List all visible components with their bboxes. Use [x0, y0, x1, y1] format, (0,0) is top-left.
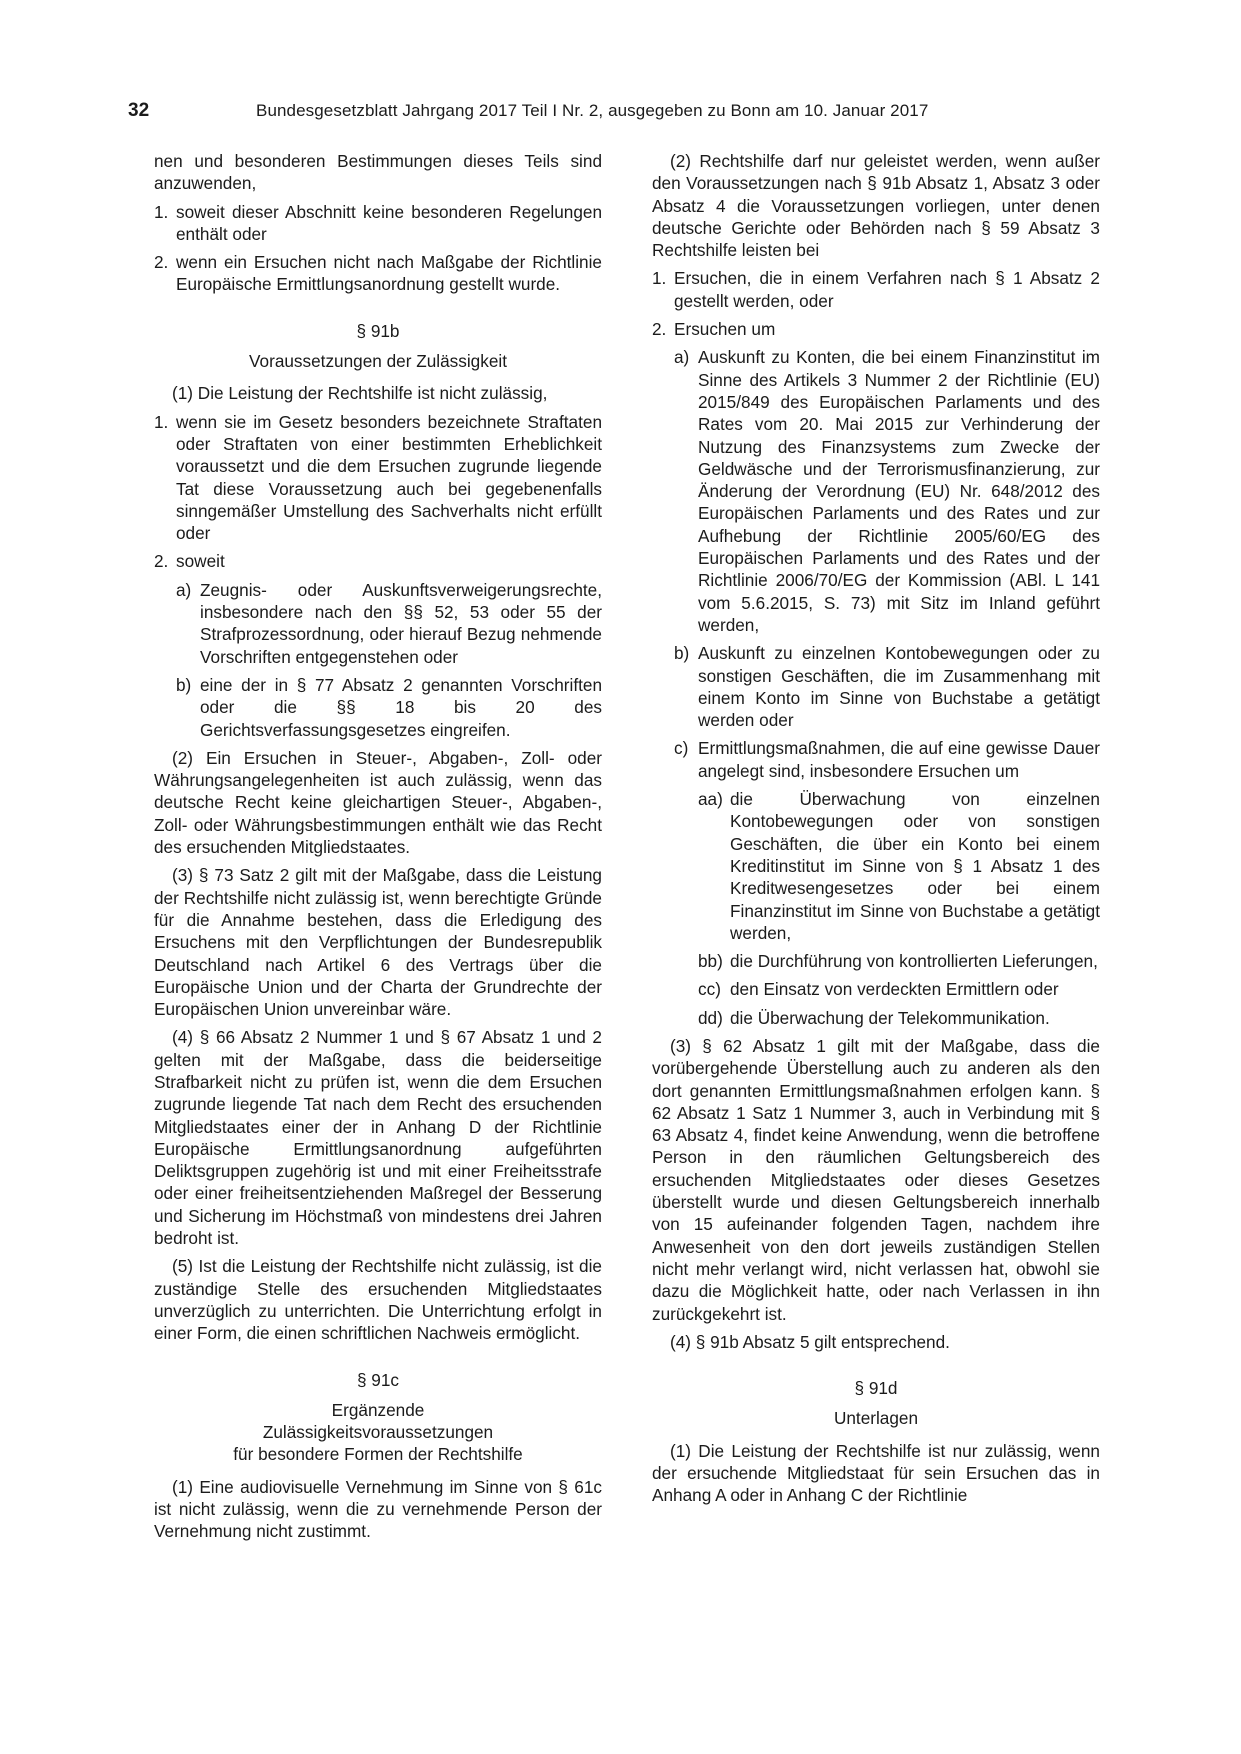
paragraph: (4) § 66 Absatz 2 Nummer 1 und § 67 Absatz 1 und 2 gelten mit der Maßgabe, dass die beiderseitige Strafbarkeit nicht zu prüfen ist, wenn die dem Ersuchen zugrunde liegende Tat nach dem Recht des ersuchenden Mitgliedstaates einer der in Anhang D der Richtlinie Europäische Ermittlungsanordnung aufgeführten Deliktsgruppen zugehörig ist und mit einer Freiheitsstrafe oder einer freiheitsentziehenden Maßregel der Besserung und Sicherung im Höchstmaß von mindestens drei Jahren bedroht ist.: [154, 1027, 602, 1249]
list-item: [154, 411, 602, 545]
sub-sub-item-text: die Überwachung von einzelnen Kontobewegungen oder von sonstigen Geschäften, die über ein Konto bei einem Kreditinstitut im Sinne von § 1 Absatz 1 des Kreditwesengesetzes oder bei einem Finanzinstitut im Sinne von Buchstabe a getätigt werden,: [730, 789, 1100, 943]
sub-sub-item-text: den Einsatz von verdeckten Ermittlern oder: [730, 979, 1059, 1000]
sub-item-label: a): [674, 347, 690, 368]
section-title-91c-line3: für besondere Formen der Rechtshilfe: [233, 1444, 523, 1465]
paragraph: (2) Ein Ersuchen in Steuer-, Abgaben-, Zoll- oder Währungsangelegenheiten ist auch zulässig, wenn das deutsche Recht keine gleichartigen Steuer-, Abgaben-, Zoll- oder Währungsbestimmungen enthält wie das Recht des ersuchenden Mitgliedstaates.: [154, 747, 602, 858]
section-title-91c-line1: Ergänzende: [331, 1399, 425, 1420]
paragraph: (2) Rechtshilfe darf nur geleistet werden, wenn außer den Voraussetzungen nach § 91b Absatz 1, Absatz 3 oder Absatz 4 die Voraussetzungen vorliegen, unter denen deutsche Gerichte oder Behörden nach § 59 Absatz 3 Rechtshilfe leisten bei: [652, 151, 1100, 261]
sub-sub-item-label: dd): [698, 1007, 723, 1028]
section-sign-91b: § 91b: [356, 320, 400, 341]
sub-sub-item: [652, 788, 1100, 944]
sub-item: [652, 642, 1100, 731]
sub-item-label: a): [176, 579, 192, 600]
sub-item-label: c): [674, 738, 689, 759]
sub-item-text: Auskunft zu Konten, die bei einem Finanzinstitut im Sinne des Artikels 3 Nummer 2 der Richtlinie (EU) 2015/849 des Europäischen Parlaments und des Rates vom 20. Mai 2015 zur Verhinderung der Nutzung des Finanzsystems zum Zwecke der Geldwäsche und der Terrorismusfinanzierung, zur Änderung der Verordnung (EU) Nr. 648/2012 des Europäischen Parlaments und des Rates und zur Aufhebung der Richtlinie 2005/60/EG des Europäischen Parlaments und des Rates und der Richtlinie 2006/70/EG der Kommission (ABl. L 141 vom 5.6.2015, S. 73) mit Sitz im Inland geführt werden,: [698, 347, 1100, 635]
list-item-label: 1.: [154, 411, 169, 432]
section-sign-91d: § 91d: [854, 1378, 898, 1399]
sub-item: [154, 674, 602, 741]
sub-item-text: Auskunft zu einzelnen Kontobewegungen oder zu sonstigen Geschäften, die im Zusammenhang mit einem Konto im Sinne von Buchstabe a getätigt werden oder: [698, 643, 1100, 731]
section-title-91c-line2: Zulässigkeitsvoraussetzungen: [262, 1422, 494, 1443]
sub-sub-item: [652, 1007, 1100, 1029]
sub-sub-item: [652, 978, 1100, 1000]
section-sign-91c: § 91c: [356, 1369, 400, 1390]
list-item-label: 2.: [154, 252, 169, 273]
sub-item: [652, 346, 1100, 636]
sub-sub-item-text: die Überwachung der Telekommunikation.: [730, 1007, 1050, 1028]
list-item: [652, 318, 1100, 340]
list-item-text: Ersuchen um: [674, 319, 776, 340]
list-item-label: 2.: [652, 319, 667, 340]
sub-item-label: b): [674, 643, 690, 664]
page-number: 32: [128, 100, 150, 121]
list-item-text: soweit dieser Abschnitt keine besonderen Regelungen enthält oder: [176, 201, 602, 244]
intro-text: nen und besonderen Bestimmungen dieses Teils sind anzuwenden,: [154, 151, 602, 194]
sub-sub-item: [652, 950, 1100, 972]
paragraph: (4) § 91b Absatz 5 gilt entsprechend.: [670, 1331, 950, 1352]
paragraph: (1) Eine audiovisuelle Vernehmung im Sinne von § 61c ist nicht zulässig, wenn die zu vernehmende Person der Vernehmung nicht zustimmt.: [154, 1476, 602, 1542]
sub-item-text: Ermittlungsmaßnahmen, die auf eine gewisse Dauer angelegt sind, insbesondere Ersuchen um: [698, 738, 1100, 781]
paragraph: (1) Die Leistung der Rechtshilfe ist nicht zulässig,: [172, 383, 548, 404]
sub-sub-item-text: die Durchführung von kontrollierten Lieferungen,: [730, 951, 1098, 972]
paragraph: (1) Die Leistung der Rechtshilfe ist nur zulässig, wenn der ersuchende Mitgliedstaat für sein Ersuchen das in Anhang A oder in Anhang C der Richtlinie: [652, 1440, 1100, 1506]
list-item: [154, 201, 602, 246]
paragraph: (3) § 73 Satz 2 gilt mit der Maßgabe, dass die Leistung der Rechtshilfe nicht zulässig ist, wenn berechtigte Gründe für die Annahme bestehen, dass die Erledigung des Ersuchens mit den Verpflichtungen der Bundesrepublik Deutschland nach Artikel 6 des Vertrags über die Europäische Union und der Charta der Grundrechte der Europäischen Union unvereinbar wäre.: [154, 865, 602, 1020]
sub-sub-item-label: aa): [698, 789, 723, 810]
list-item: [652, 267, 1100, 312]
right-column: [652, 150, 1100, 1513]
list-item-text: wenn ein Ersuchen nicht nach Maßgabe der Richtlinie Europäische Ermittlungsanordnung gestellt wurde.: [176, 252, 602, 295]
paragraph: (3) § 62 Absatz 1 gilt mit der Maßgabe, dass die vorübergehende Überstellung auch zu anderen als den dort genannten Ermittlungsmaßnahmen erfolgen kann. § 62 Absatz 1 Satz 1 Nummer 3, auch in Verbindung mit § 63 Absatz 4, findet keine Anwendung, wenn die betroffene Person in den räumlichen Geltungsbereich des ersuchenden Mitgliedstaates oder dieses Gesetzes überstellt wurde und diesen Geltungsbereich innerhalb von 15 aufeinander folgenden Tagen, nachdem ihre Anwesenheit von den dort jeweils zuständigen Stellen nicht mehr verlangt wird, nicht verlassen hat, obwohl sie dazu die Möglichkeit hatte, oder nach Verlassen in ihn zurückgekehrt ist.: [652, 1035, 1100, 1324]
section-title-91d: Unterlagen: [833, 1408, 919, 1429]
list-item-text: wenn sie im Gesetz besonders bezeichnete Straftaten oder Straftaten von einer bestimmten Erheblichkeit voraussetzt und die dem Ersuchen zugrunde liegende Tat diese Voraussetzung auch bei gegebenenfalls sinngemäßer Umstellung des Sachverhalts nicht erfüllt oder: [176, 411, 602, 544]
list-item-text: Ersuchen, die in einem Verfahren nach § 1 Absatz 2 gestellt werden, oder: [674, 268, 1100, 311]
running-title: Bundesgesetzblatt Jahrgang 2017 Teil I Nr. 2, ausgegeben zu Bonn am 10. Januar 2017: [256, 101, 929, 120]
list-item-label: 1.: [154, 201, 169, 222]
sub-item-text: Zeugnis- oder Auskunftsverweigerungsrechte, insbesondere nach den §§ 52, 53 oder 55 der Strafprozessordnung, oder hierauf Bezug nehmende Vorschriften entgegenstehen oder: [200, 579, 602, 667]
list-item-label: 1.: [652, 268, 667, 289]
left-column: [154, 150, 602, 1549]
section-title-91b: Voraussetzungen der Zulässigkeit: [249, 351, 507, 372]
paragraph: (5) Ist die Leistung der Rechtshilfe nicht zulässig, ist die zuständige Stelle des ersuchenden Mitgliedstaates unverzüglich zu unterrichten. Die Unterrichtung erfolgt in einer Form, die einen schriftlichen Nachweis ermöglicht.: [154, 1256, 602, 1344]
list-item-label: 2.: [154, 551, 169, 572]
sub-item: [652, 737, 1100, 782]
list-item: [154, 251, 602, 296]
sub-item-label: b): [176, 674, 192, 695]
sub-sub-item-label: cc): [698, 979, 721, 1000]
list-item-text: soweit: [176, 551, 225, 572]
sub-item-text: eine der in § 77 Absatz 2 genannten Vorschriften oder die §§ 18 bis 20 des Gerichtsverfassungsgesetzes eingreifen.: [200, 674, 602, 740]
sub-sub-item-label: bb): [698, 951, 723, 972]
list-item: [154, 550, 602, 572]
sub-item: [154, 579, 602, 668]
